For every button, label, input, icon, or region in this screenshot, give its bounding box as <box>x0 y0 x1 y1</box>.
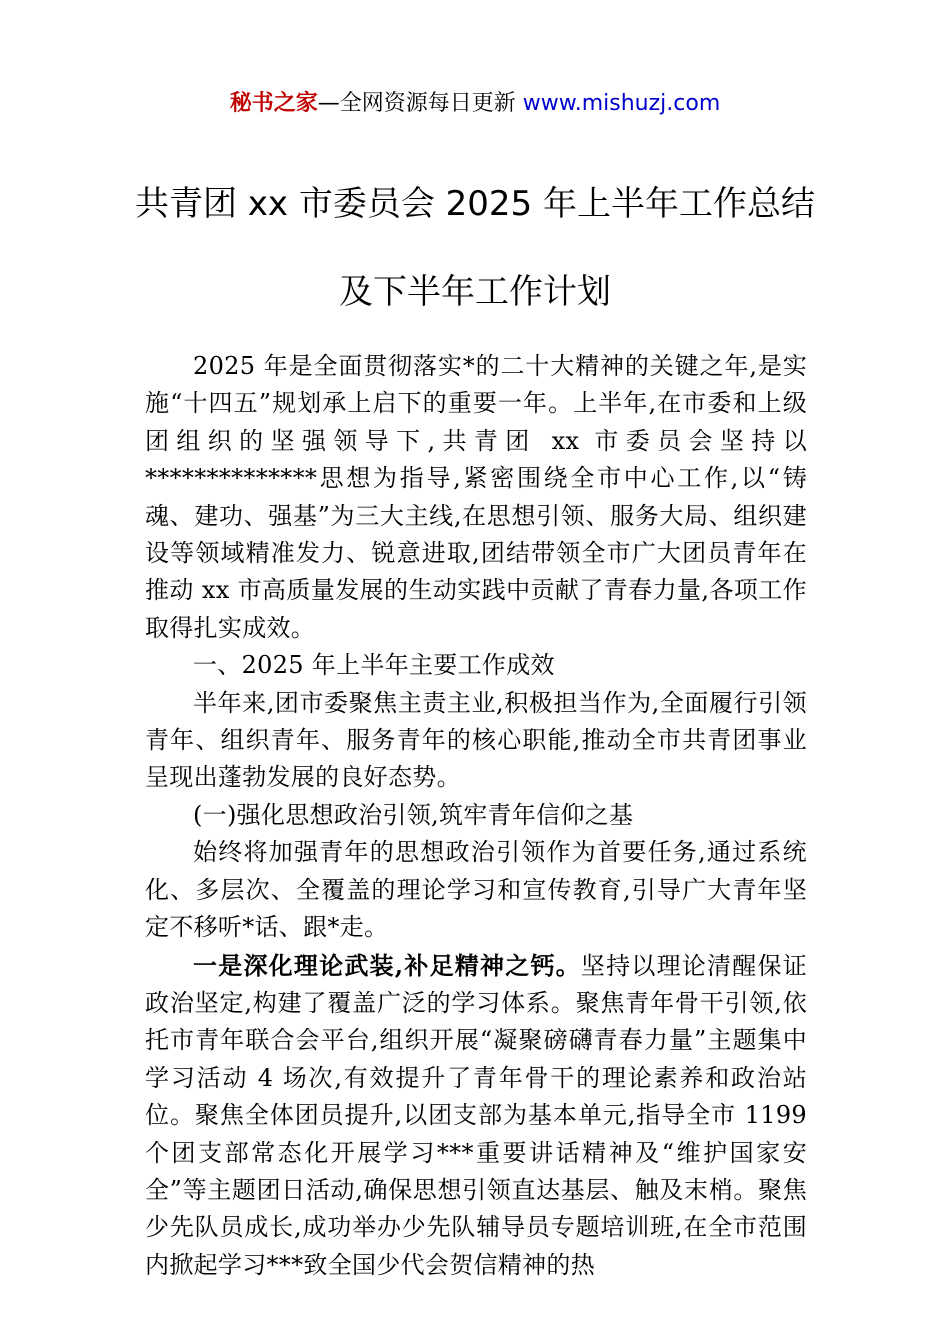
title-line-2: 及下半年工作计划 <box>339 272 611 312</box>
paragraph-text: 2025 年是全面贯彻落实*的二十大精神的关键之年,是实施“十四五”规划承上启下的重要一年。上半年,在市委和上级团组织的坚强领导下,共青团 xx 市委员会坚持以**************思想为指导,紧密围绕全市中心工作,以“铸魂、建功、强基”为三大主线,在思想引领、服务大局、组织建设等领域精准发力、锐意进取,团结带领全市广大团员青年在推动 xx 市高质量发展的生动实践中贡献了青春力量,各项工作取得扎实成效。 <box>145 352 807 642</box>
paragraph-lead-bold: 一是深化理论武装,补足精神之钙。 <box>193 950 581 980</box>
site-brand: 秘书之家 <box>229 91 318 116</box>
site-header <box>0 88 950 120</box>
section-heading-1 <box>145 647 807 684</box>
paragraph-ideology <box>145 834 807 946</box>
site-url-link[interactable]: www.mishuzj.com <box>522 91 721 116</box>
paragraph-intro <box>145 348 807 647</box>
document-title <box>110 160 840 336</box>
paragraph-text: 始终将加强青年的思想政治引领作为首要任务,通过系统化、多层次、全覆盖的理论学习和宣传教育,引导广大青年坚定不移听*话、跟*走。 <box>145 838 807 942</box>
paragraph-overview <box>145 685 807 797</box>
document-body <box>145 348 807 1284</box>
heading-text: 一、2025 年上半年主要工作成效 <box>193 651 555 680</box>
header-tagline: 全网资源每日更新 <box>339 91 516 116</box>
header-separator: — <box>317 91 340 116</box>
paragraph-theory <box>145 947 807 1285</box>
subsection-heading-1 <box>145 797 807 834</box>
heading-text: (一)强化思想政治引领,筑牢青年信仰之基 <box>193 800 634 829</box>
paragraph-text: 坚持以理论清醒保证政治坚定,构建了覆盖广泛的学习体系。聚焦青年骨干引领,依托市青年联合会平台,组织开展“凝聚磅礴青春力量”主题集中学习活动 4 场次,有效提升了青年骨干的理论素养和政治站位。聚焦全体团员提升,以团支部为基本单元,指导全市 1199 个团支部常态化开展学习***重要讲话精神及“维护国家安全”等主题团日活动,确保思想引领直达基层、触及末梢。聚焦少先队员成长,成功举办少先队辅导员专题培训班,在全市范围内掀起学习***致全国少代会贺信精神的热 <box>145 951 808 1279</box>
paragraph-text: 半年来,团市委聚焦主责主业,积极担当作为,全面履行引领青年、组织青年、服务青年的核心职能,推动全市共青团事业呈现出蓬勃发展的良好态势。 <box>145 688 807 792</box>
title-line-1: 共青团 xx 市委员会 2025 年上半年工作总结 <box>135 184 815 224</box>
